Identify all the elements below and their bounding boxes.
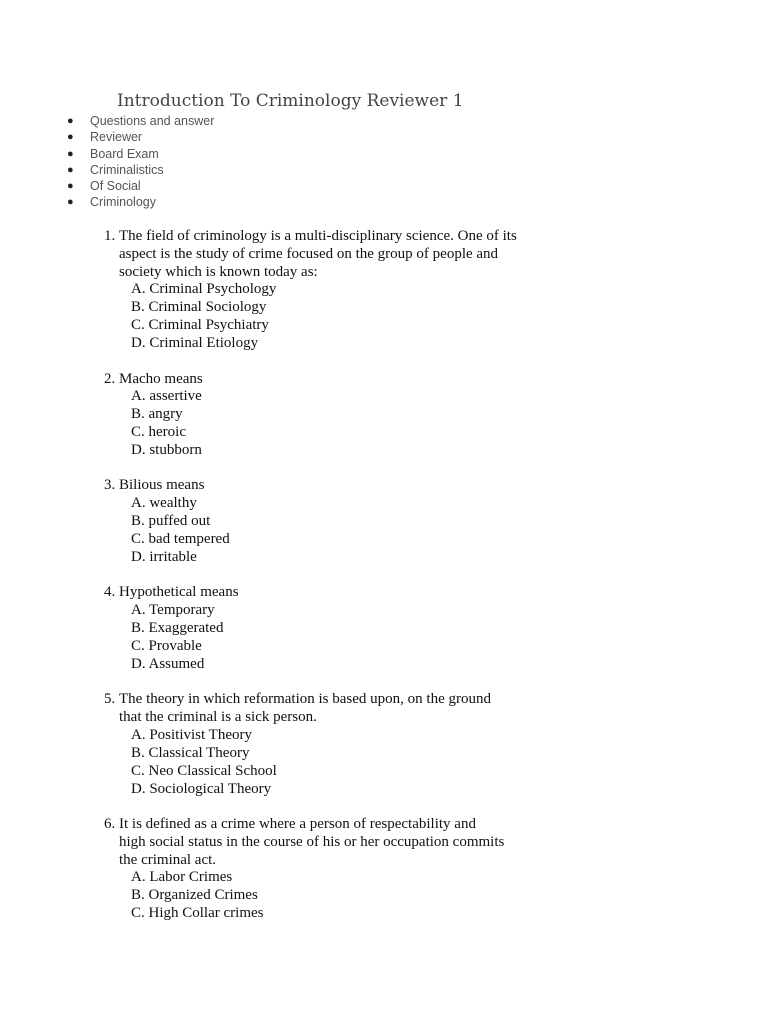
question-item xyxy=(104,584,534,673)
question-number: 5. xyxy=(104,691,116,708)
answer-choice: A. Labor Crimes xyxy=(131,869,233,886)
bullet-icon: ● xyxy=(67,163,74,176)
answer-choice: A. Criminal Psychology xyxy=(131,281,277,298)
answer-choice: B. Criminal Sociology xyxy=(131,299,267,316)
tag-label: Of Social xyxy=(90,179,141,194)
tag-label: Board Exam xyxy=(90,146,159,161)
question-line: It is defined as a crime where a person of respectability and xyxy=(119,816,476,832)
tag-item[interactable] xyxy=(64,194,214,210)
answer-choice: D. stubborn xyxy=(131,442,202,459)
bullet-icon: ● xyxy=(67,115,74,127)
answer-choice: D. Criminal Etiology xyxy=(131,335,259,352)
question-list xyxy=(104,228,534,941)
question-line: Bilious means xyxy=(119,477,205,494)
tag-label: Questions and answer xyxy=(90,114,215,128)
question-item xyxy=(104,477,534,566)
tag-item[interactable] xyxy=(64,146,214,162)
bullet-icon: ● xyxy=(67,180,74,193)
answer-choice: A. Temporary xyxy=(131,602,215,619)
choice-list xyxy=(104,869,534,923)
answer-choice: B. Classical Theory xyxy=(131,744,250,761)
answer-choice: C. Criminal Psychiatry xyxy=(131,317,269,334)
question-stem xyxy=(104,691,534,727)
question-stem xyxy=(104,228,534,281)
question-number: 4. xyxy=(104,584,116,601)
question-stem xyxy=(104,371,534,389)
question-line: The field of criminology is a multi-disciplinary science. One of its xyxy=(119,228,517,244)
question-item xyxy=(104,691,534,798)
answer-choice: C. bad tempered xyxy=(131,531,230,548)
answer-choice: A. assertive xyxy=(131,388,202,405)
question-line: the criminal act. xyxy=(119,851,217,868)
answer-choice: D. Assumed xyxy=(131,655,205,672)
bullet-icon: ● xyxy=(67,131,74,144)
question-item xyxy=(104,816,534,923)
tag-item[interactable] xyxy=(64,178,214,194)
answer-choice: C. High Collar crimes xyxy=(131,905,264,922)
question-number: 1. xyxy=(104,228,116,244)
choice-list xyxy=(104,727,534,799)
question-number: 3. xyxy=(104,477,116,494)
tag-label: Reviewer xyxy=(90,130,143,145)
question-stem xyxy=(104,816,534,869)
tag-label: Criminalistics xyxy=(90,162,164,177)
question-item xyxy=(104,228,534,353)
tag-item[interactable] xyxy=(64,129,214,145)
bullet-icon: ● xyxy=(67,147,74,160)
page-title: Introduction To Criminology Reviewer 1 xyxy=(117,91,464,111)
tag-label: Criminology xyxy=(90,195,156,210)
question-line: aspect is the study of crime focused on the group of people and xyxy=(119,245,499,262)
answer-choice: A. Positivist Theory xyxy=(131,726,252,743)
answer-choice: B. angry xyxy=(131,406,183,423)
question-line: that the criminal is a sick person. xyxy=(119,709,317,726)
tag-list xyxy=(64,113,214,211)
tag-item[interactable] xyxy=(64,162,214,178)
choice-list xyxy=(104,281,534,353)
question-line: society which is known today as: xyxy=(119,263,318,280)
question-number: 2. xyxy=(104,370,116,387)
answer-choice: C. heroic xyxy=(131,424,186,441)
answer-choice: D. Sociological Theory xyxy=(131,780,272,797)
choice-list xyxy=(104,602,534,674)
question-stem xyxy=(104,584,534,602)
tag-item[interactable] xyxy=(64,113,214,129)
answer-choice: D. irritable xyxy=(131,548,197,565)
question-item xyxy=(104,371,534,460)
question-line: The theory in which reformation is based upon, on the ground xyxy=(119,691,491,708)
answer-choice: B. puffed out xyxy=(131,513,211,530)
bullet-icon: ● xyxy=(67,196,74,209)
question-line: Macho means xyxy=(119,370,203,387)
question-stem xyxy=(104,477,534,495)
question-line: Hypothetical means xyxy=(119,584,239,601)
answer-choice: B. Organized Crimes xyxy=(131,887,258,904)
answer-choice: C. Neo Classical School xyxy=(131,762,277,779)
question-number: 6. xyxy=(104,816,116,832)
question-line: high social status in the course of his or her occupation commits xyxy=(119,833,505,850)
answer-choice: B. Exaggerated xyxy=(131,620,224,637)
choice-list xyxy=(104,495,534,567)
answer-choice: C. Provable xyxy=(131,637,202,654)
answer-choice: A. wealthy xyxy=(131,495,197,512)
choice-list xyxy=(104,388,534,460)
